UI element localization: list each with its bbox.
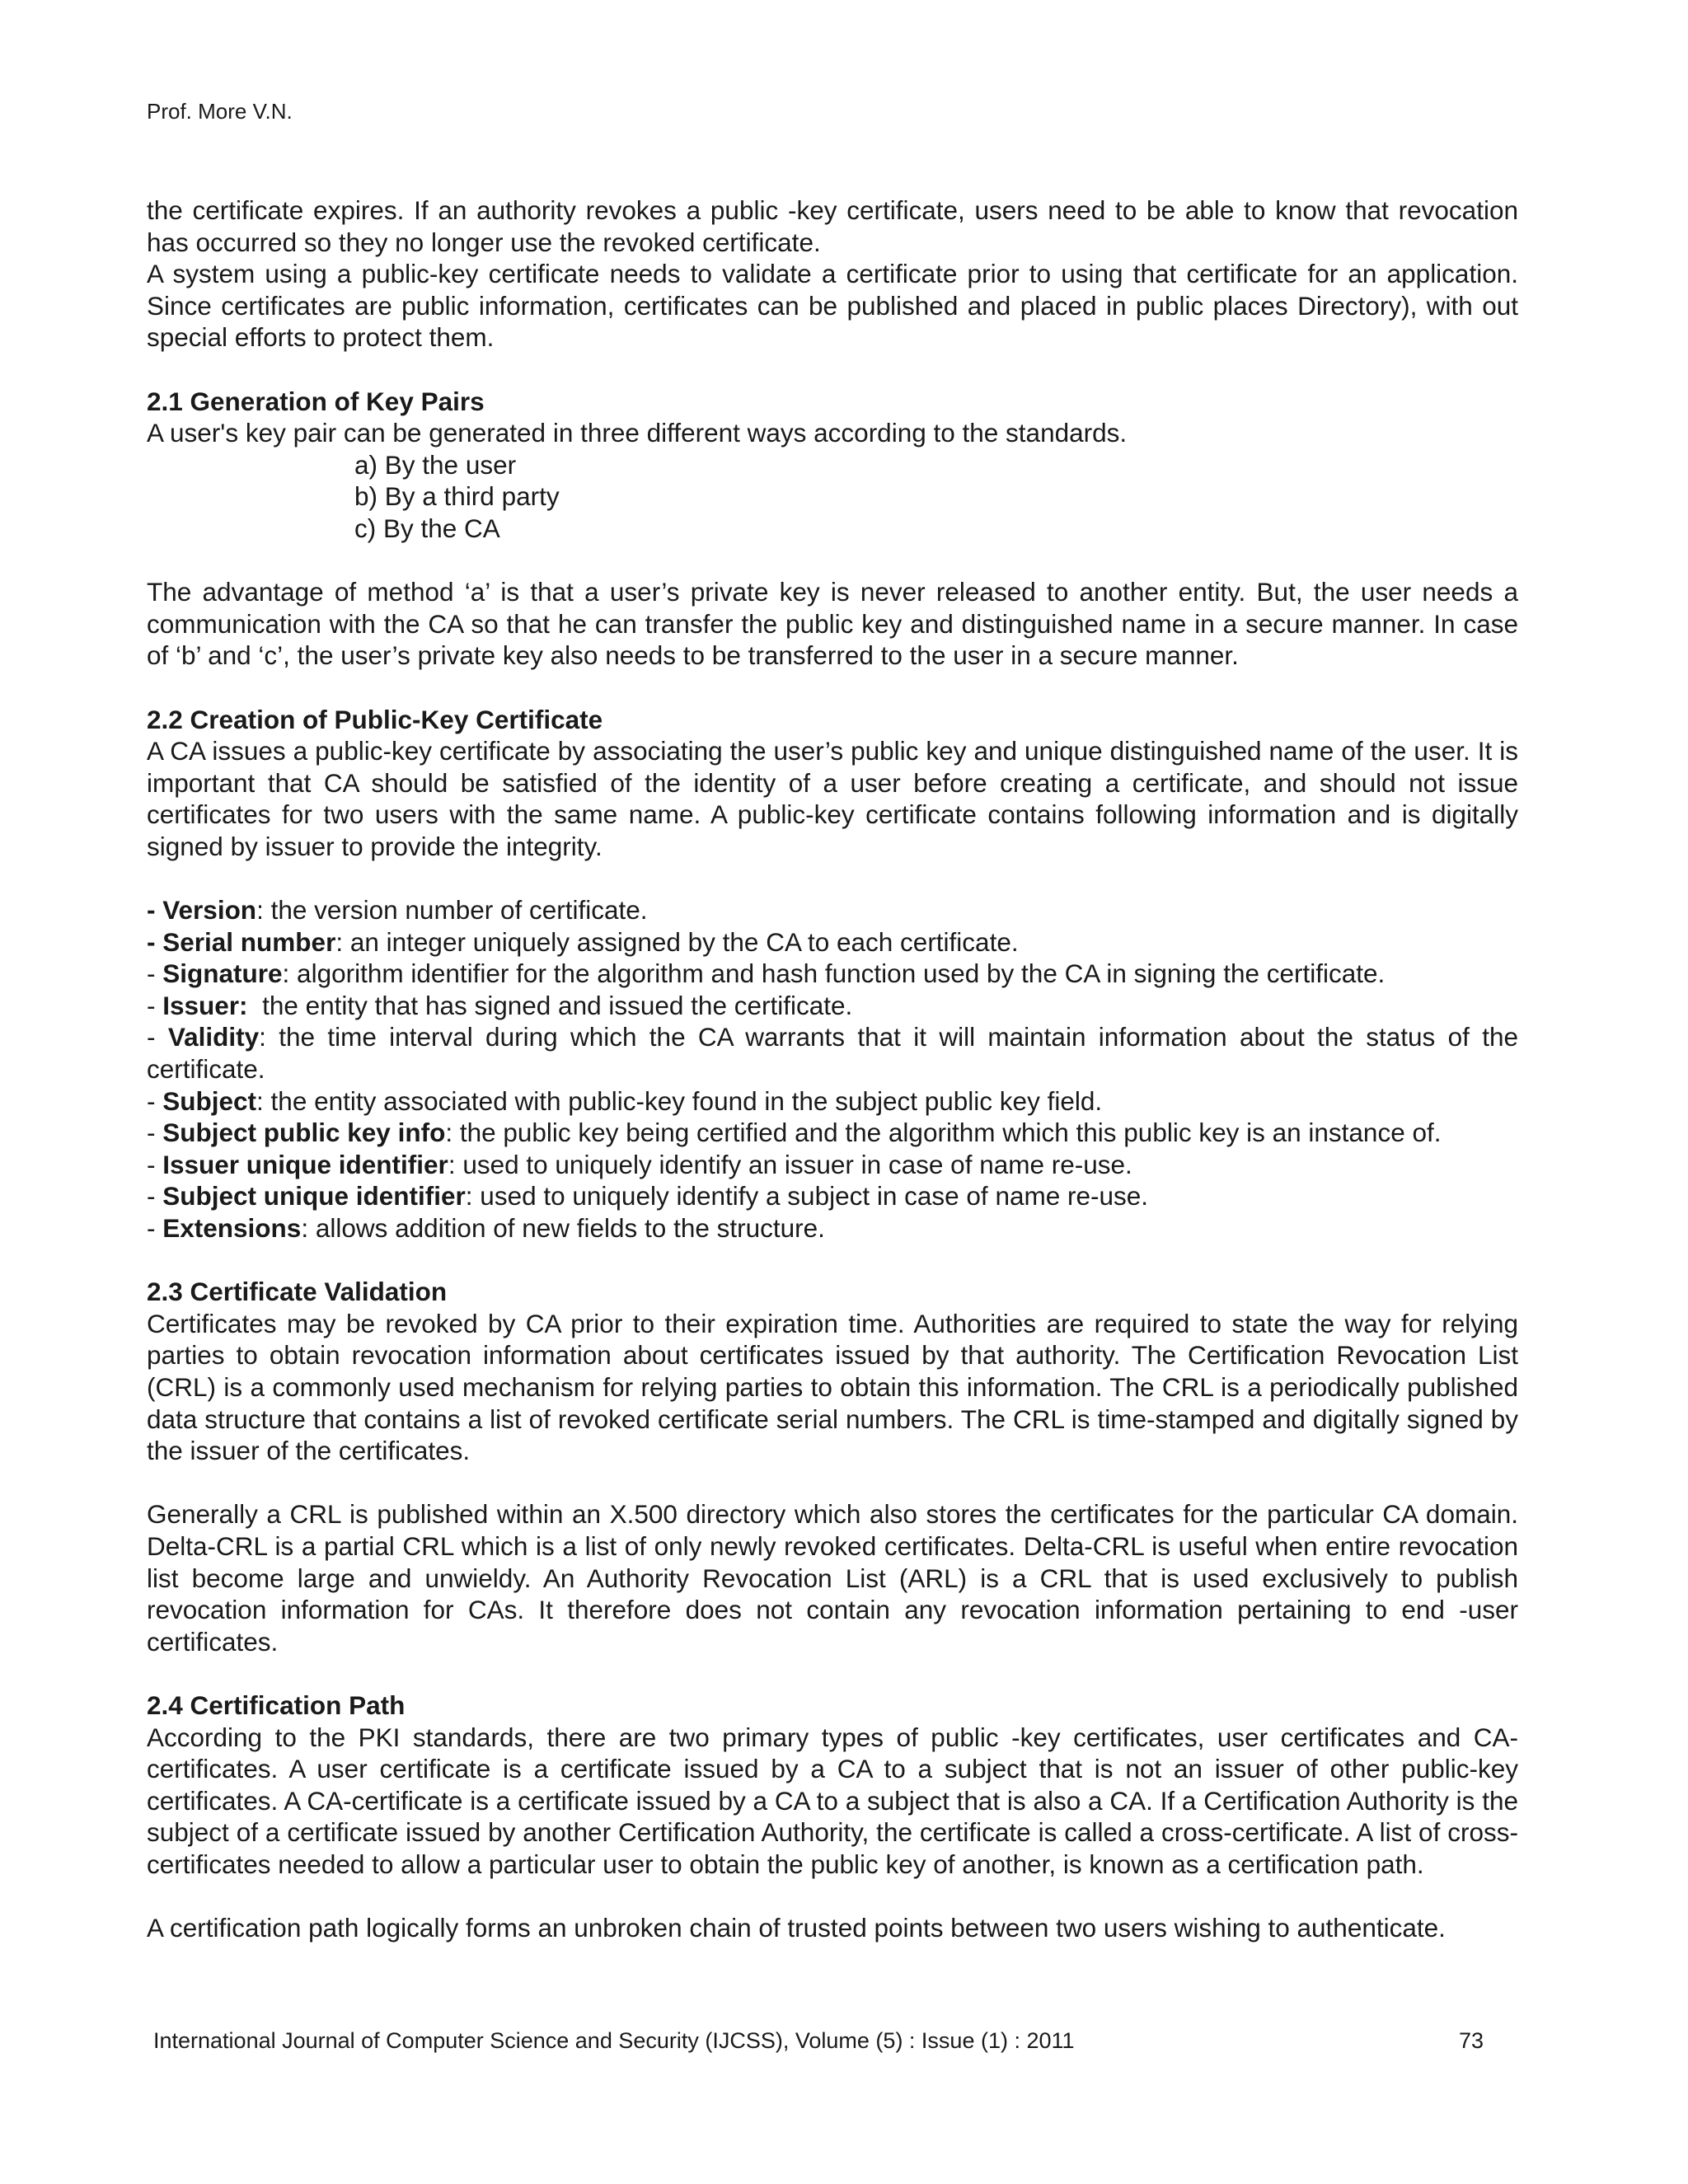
list-item-c: c) By the CA [354, 513, 500, 543]
field-issuer-unique-identifier: - Issuer unique identifier: used to uniquely identify an issuer in case of name re-use. [147, 1149, 1132, 1179]
page-footer [153, 2028, 1484, 2054]
journal-citation: International Journal of Computer Science and Security (IJCSS), Volume (5) : Issue (1) : 2011 [153, 2028, 1075, 2053]
running-header: Prof. More V.N. [147, 99, 293, 124]
field-extensions: - Extensions: allows addition of new fields to the structure. [147, 1213, 825, 1243]
intro-paragraph-2: A system using a public-key certificate needs to validate a certificate prior to using that certificate for an application. Since certificates are public information, certificates can be published and placed in public places Directory), with out special efforts to protect them. [147, 259, 1518, 353]
field-signature: - Signature: algorithm identifier for the algorithm and hash function used by the CA in signing the certificate. [147, 958, 1386, 989]
certificate-field-list [147, 894, 1518, 1244]
section-2-1-paragraph: The advantage of method ‘a’ is that a user’s private key is never released to another entity. But, the user needs a communication with the CA so that he can transfer the public key and distinguished name in a secure manner. In case of ‘b’ and ‘c’, the user’s private key also needs to be transferred to the user in a secure manner. [147, 577, 1518, 671]
field-serial-number: - Serial number: an integer uniquely assigned by the CA to each certificate. [147, 926, 1019, 957]
page-body [147, 194, 1518, 1944]
list-item-b: b) By a third party [354, 481, 560, 512]
section-2-4-paragraph-1: According to the PKI standards, there are two primary types of public -key certificates, user certificates and CA-certificates. A user certificate is a certificate issued by a CA to a subject that is not an issuer of other public-key certificates. A CA-certificate is a certificate issued by a CA to a subject that is also a CA. If a Certification Authority is the subject of a certificate issued by another Certification Authority, the certificate is called a cross-certificate. A list of cross-certificates needed to allow a particular user to obtain the public key of another, is known as a certification path. [147, 1722, 1518, 1879]
section-heading-2-3: 2.3 Certificate Validation [147, 1277, 448, 1307]
section-heading-2-4: 2.4 Certification Path [147, 1690, 406, 1720]
page-number: 73 [1458, 2028, 1484, 2053]
section-2-4-paragraph-2: A certification path logically forms an unbroken chain of trusted points between two users wishing to authenticate. [147, 1913, 1446, 1943]
field-issuer: - Issuer: the entity that has signed and issued the certificate. [147, 990, 853, 1020]
field-subject-unique-identifier: - Subject unique identifier: used to uniquely identify a subject in case of name re-use. [147, 1181, 1149, 1212]
section-2-1-lead: A user's key pair can be generated in three different ways according to the standards. [147, 418, 1128, 448]
section-2-2-paragraph: A CA issues a public-key certificate by associating the user’s public key and unique distinguished name of the user. It is important that CA should be satisfied of the identity of a user before creating a certificate, and should not issue certificates for two users with the same name. A public-key certificate contains following information and is digitally signed by issuer to provide the integrity. [147, 736, 1518, 861]
section-heading-2-1: 2.1 Generation of Key Pairs [147, 386, 485, 416]
intro-paragraph-1: the certificate expires. If an authority revokes a public -key certificate, users need to be able to know that revocation has occurred so they no longer use the revoked certificate. [147, 195, 1518, 257]
field-subject-public-key-info: - Subject public key info: the public key being certified and the algorithm which this public key is an instance of. [147, 1118, 1442, 1148]
section-2-3-paragraph-2: Generally a CRL is published within an X.500 directory which also stores the certificates for the particular CA domain. Delta-CRL is a partial CRL which is a list of only newly revoked certificates. Delta-CRL is useful when entire revocation list become large and unwieldy. An Authority Revocation List (ARL) is a CRL that is used exclusively to publish revocation information for CAs. It therefore does not contain any revocation information pertaining to end -user certificates. [147, 1499, 1518, 1657]
field-validity: - Validity: the time interval during which the CA warrants that it will maintain information about the status of the certificate. [147, 1022, 1518, 1085]
section-2-3-paragraph-1: Certificates may be revoked by CA prior to their expiration time. Authorities are required to state the way for relying parties to obtain revocation information about certificates issued by that authority. The Certification Revocation List (CRL) is a commonly used mechanism for relying parties to obtain this information. The CRL is a periodically published data structure that contains a list of revoked certificate serial numbers. The CRL is time-stamped and digitally signed by the issuer of the certificates. [147, 1308, 1518, 1466]
section-heading-2-2: 2.2 Creation of Public-Key Certificate [147, 704, 603, 734]
field-version: - Version: the version number of certificate. [147, 895, 648, 926]
field-subject: - Subject: the entity associated with public-key found in the subject public key field. [147, 1085, 1103, 1116]
list-item-a: a) By the user [354, 449, 517, 480]
